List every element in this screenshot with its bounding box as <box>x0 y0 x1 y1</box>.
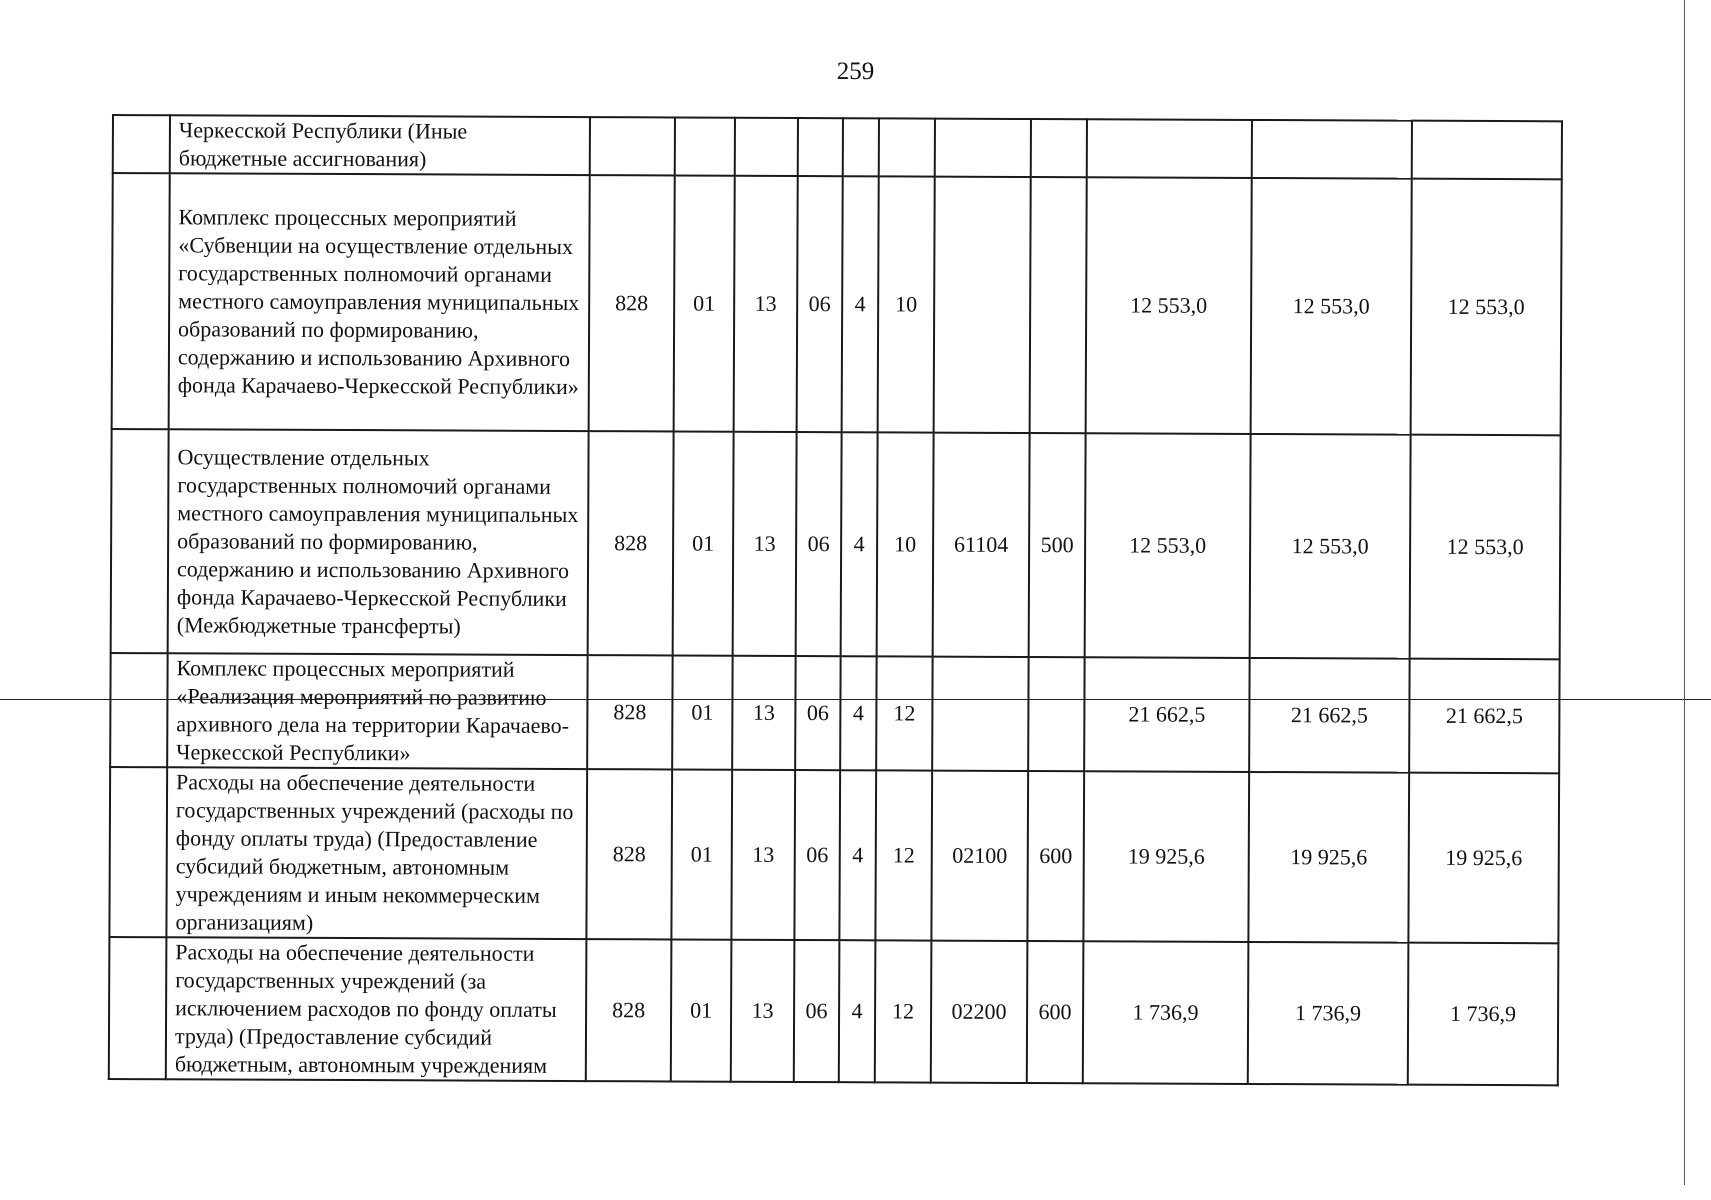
amount-cell: 21 662,5 <box>1084 657 1249 772</box>
code-cell <box>1030 177 1087 433</box>
code-cell: 600 <box>1027 771 1084 941</box>
amount-cell: 12 553,0 <box>1410 435 1561 660</box>
code-cell <box>675 117 735 175</box>
row-name: Осуществление отдельных государственных полномочий органами местного самоуправления муниципальных образований по формированию, содержанию и использованию Архивного фонда Карачаево-Черкесской Республики (Межбюджетные трансферты) <box>168 429 589 655</box>
code-cell: 12 <box>875 770 932 940</box>
code-cell: 06 <box>797 176 843 432</box>
code-cell: 02200 <box>931 941 1028 1083</box>
table-row <box>113 115 1562 179</box>
code-cell: 13 <box>733 432 797 656</box>
amount-cell: 12 553,0 <box>1086 177 1252 434</box>
code-cell: 4 <box>839 940 876 1082</box>
amount-cell: 1 736,9 <box>1408 943 1559 1086</box>
code-cell: 06 <box>796 432 842 656</box>
code-cell: 02100 <box>931 771 1028 941</box>
row-name: Черкесской Республики (Иные бюджетные ассигнования) <box>170 115 590 175</box>
amount-cell: 21 662,5 <box>1249 658 1409 773</box>
amount-cell: 19 925,6 <box>1083 771 1249 942</box>
code-cell: 4 <box>842 176 879 432</box>
code-cell: 12 <box>875 940 932 1082</box>
code-cell: 01 <box>671 939 732 1081</box>
code-cell: 06 <box>795 656 840 770</box>
code-cell <box>935 119 1031 177</box>
table-row <box>110 653 1559 773</box>
row-index-cell <box>110 653 167 767</box>
scan-fold-line <box>0 699 1711 700</box>
budget-table <box>108 114 1563 1086</box>
code-cell: 06 <box>794 940 840 1082</box>
code-cell <box>735 118 798 176</box>
code-cell: 06 <box>794 770 840 940</box>
amount-cell: 12 553,0 <box>1251 178 1412 435</box>
row-name: Расходы на обеспечение деятельности государственных учреждений (за исключением расходов по фонду оплаты труда) (Предоставление субсидий бюджетным, автономным учреждениям <box>166 937 587 1081</box>
code-cell: 13 <box>731 770 795 940</box>
scan-edge-line <box>1684 0 1685 1185</box>
code-cell: 4 <box>840 656 876 770</box>
row-index-cell <box>111 429 169 653</box>
code-cell: 10 <box>877 432 934 656</box>
code-cell: 01 <box>673 431 734 655</box>
row-index-cell <box>112 173 170 429</box>
table-row <box>109 937 1559 1085</box>
amount-cell: 12 553,0 <box>1411 179 1562 436</box>
code-cell: 828 <box>588 431 674 655</box>
amount-cell: 19 925,6 <box>1248 772 1409 943</box>
code-cell: 12 <box>876 656 932 770</box>
table-row <box>112 173 1562 435</box>
row-name: Комплекс процессных мероприятий «Субвенции на осуществление отдельных государственных полномочий органами местного самоуправления муниципальных образований по формированию, содержанию и использованию Архивного фонда Карачаево-Черкесской Республики» <box>169 173 590 431</box>
code-cell: 13 <box>734 176 798 432</box>
code-cell: 61104 <box>933 433 1030 657</box>
code-cell <box>932 657 1028 771</box>
code-cell <box>843 118 879 176</box>
code-cell: 13 <box>732 656 795 770</box>
code-cell: 4 <box>841 432 878 656</box>
code-cell <box>1028 657 1084 771</box>
code-cell: 13 <box>731 940 795 1082</box>
code-cell: 01 <box>672 655 732 769</box>
code-cell: 828 <box>589 175 675 431</box>
amount-cell <box>1087 119 1252 178</box>
code-cell: 828 <box>586 769 672 939</box>
table-row <box>111 429 1561 659</box>
code-cell: 600 <box>1027 941 1084 1083</box>
row-index-cell <box>109 767 167 937</box>
amount-cell <box>1412 121 1562 180</box>
table-row <box>109 767 1559 943</box>
page-number: 259 <box>836 58 875 85</box>
amount-cell <box>1252 120 1412 179</box>
code-cell: 10 <box>878 176 935 432</box>
code-cell: 4 <box>839 770 876 940</box>
code-cell: 01 <box>671 769 732 939</box>
amount-cell: 1 736,9 <box>1248 942 1409 1085</box>
row-index-cell <box>109 937 167 1079</box>
code-cell: 01 <box>674 175 735 431</box>
amount-cell: 19 925,6 <box>1408 773 1559 944</box>
amount-cell: 21 662,5 <box>1409 659 1559 774</box>
row-index-cell <box>113 115 170 173</box>
amount-cell: 1 736,9 <box>1083 941 1249 1084</box>
code-cell <box>798 118 843 176</box>
code-cell: 828 <box>586 939 672 1081</box>
code-cell: 828 <box>587 655 672 769</box>
code-cell <box>590 117 675 175</box>
code-cell <box>879 118 935 176</box>
row-name: Комплекс процессных мероприятий «Реализация мероприятий по развитию архивного дела на территории Карачаево-Черкесской Республики» <box>167 653 587 769</box>
amount-cell: 12 553,0 <box>1085 433 1251 658</box>
code-cell <box>934 177 1031 433</box>
amount-cell: 12 553,0 <box>1250 434 1411 659</box>
code-cell: 500 <box>1029 433 1086 657</box>
row-name: Расходы на обеспечение деятельности государственных учреждений (расходы по фонду оплаты труда) (Предоставление субсидий бюджетным, автономным учреждениям и иным некоммерческим организациям) <box>166 767 587 939</box>
code-cell <box>1031 119 1087 177</box>
